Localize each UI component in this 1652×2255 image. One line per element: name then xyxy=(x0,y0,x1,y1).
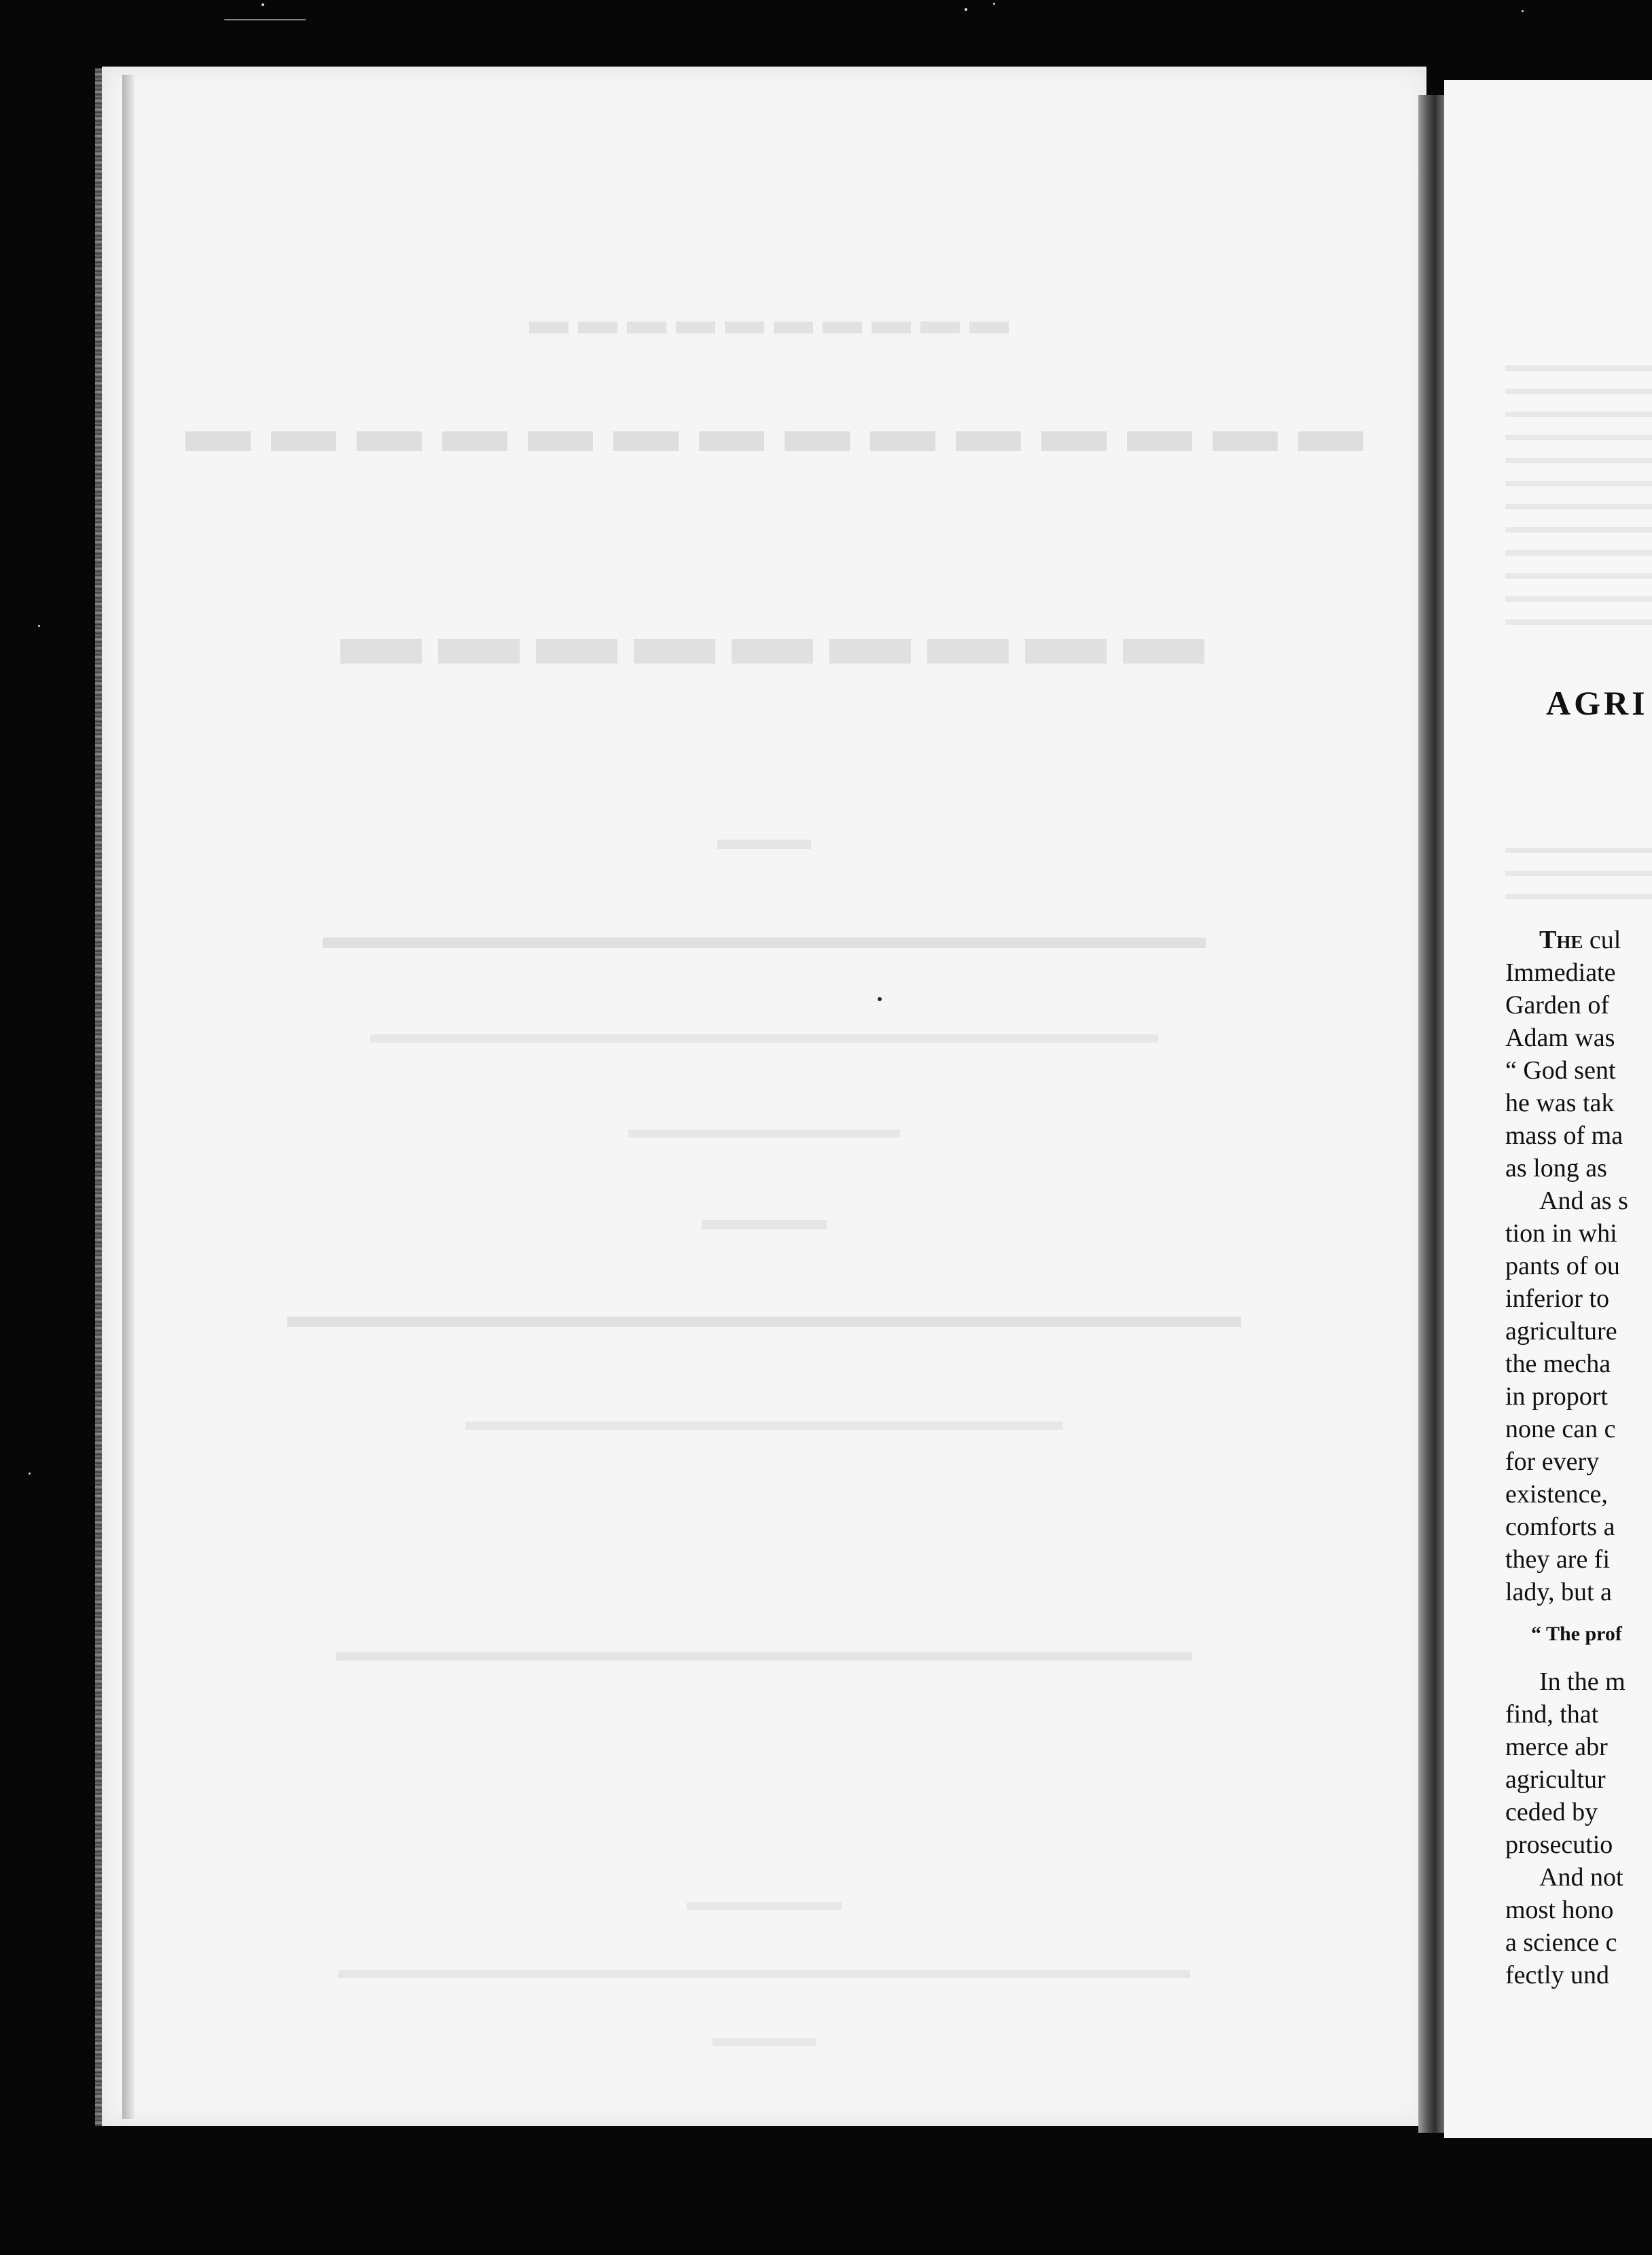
text-line: prosecutio xyxy=(1505,1830,1613,1859)
show-through-line: ▬▬▬▬ xyxy=(713,2023,816,2052)
show-through-line: ▬▬▬▬▬▬▬▬▬▬▬▬▬▬▬▬▬▬▬▬▬▬▬▬▬ xyxy=(323,918,1206,956)
text-line xyxy=(1505,924,1628,956)
show-through-line: ▬▬▬▬▬▬▬▬▬▬▬▬▬▬▬▬▬▬▬▬▬▬ xyxy=(465,1405,1063,1436)
text-line: agriculture xyxy=(1505,1317,1617,1346)
text-line: none can c xyxy=(1505,1415,1616,1443)
show-through-line: ▬▬▬ xyxy=(717,821,811,856)
text-line: they are fi xyxy=(1505,1545,1611,1574)
book-gutter xyxy=(1418,95,1446,2133)
text-line: And not xyxy=(1539,1863,1623,1892)
text-line: Adam was xyxy=(1505,1024,1615,1052)
text-line: as long as xyxy=(1505,1154,1607,1183)
text-line: tion in whi xyxy=(1505,1219,1617,1248)
text-line: in proport xyxy=(1505,1382,1608,1411)
text-line: the mecha xyxy=(1505,1350,1611,1378)
text-line: Garden of xyxy=(1505,991,1609,1020)
dust-speck xyxy=(224,19,306,20)
text-line: lady, but a xyxy=(1505,1578,1612,1606)
text-line: inferior to xyxy=(1505,1284,1610,1313)
text-line: find, that xyxy=(1505,1700,1599,1729)
text-line: agricultur xyxy=(1505,1765,1606,1794)
text-run: cul xyxy=(1583,926,1621,954)
show-through-line: ▬▬▬▬▬▬ xyxy=(687,1888,842,1916)
show-through-line: ▬▬▬▬▬▬▬▬▬▬▬▬▬▬▬▬▬▬▬▬▬▬▬▬▬▬▬▬▬▬ xyxy=(336,1636,1192,1667)
text-line: fectly und xyxy=(1505,1961,1610,1989)
text-line: for every xyxy=(1505,1447,1600,1476)
dust-speck xyxy=(29,1473,31,1475)
show-through-line: ▬▬▬▬ xyxy=(702,1202,827,1236)
show-through-line: ▬▬▬▬▬▬▬▬▬ xyxy=(324,591,1204,681)
text-line: pants of ou xyxy=(1505,1252,1620,1280)
text-line: Immediate xyxy=(1505,958,1616,987)
show-through-line: ▬▬▬▬▬▬▬▬▬▬ xyxy=(520,298,1009,342)
text-line: a science c xyxy=(1505,1928,1617,1957)
show-through-line: ▬▬▬▬▬▬▬▬▬▬▬▬▬▬ xyxy=(165,393,1363,465)
dust-speck xyxy=(262,3,264,6)
dust-speck xyxy=(38,625,40,627)
show-through-line: ▬▬▬▬▬▬▬▬▬▬▬▬▬▬▬▬▬▬▬▬▬▬▬▬▬▬▬▬▬ xyxy=(370,1018,1158,1049)
chapter-heading: AGRI xyxy=(1546,684,1649,722)
block-quote: “ The prof xyxy=(1531,1623,1622,1645)
show-through-line: ▬▬▬▬▬▬▬▬▬▬▬▬▬▬▬▬▬▬▬▬▬▬▬▬▬▬▬▬▬▬▬▬▬ xyxy=(338,1955,1190,1984)
text-line: ceded by xyxy=(1505,1798,1598,1826)
print-dot xyxy=(878,997,882,1001)
show-through-block xyxy=(1505,848,1652,917)
dust-speck xyxy=(1522,10,1524,12)
text-line: And as s xyxy=(1539,1187,1628,1215)
show-through-line: ▬▬▬▬▬▬▬▬▬▬ xyxy=(628,1113,900,1144)
text-line: In the m xyxy=(1539,1667,1626,1696)
text-line: merce abr xyxy=(1505,1733,1608,1761)
body-text xyxy=(1505,924,1628,1991)
text-line: he was tak xyxy=(1505,1089,1615,1117)
dust-speck xyxy=(965,8,967,11)
dust-speck xyxy=(993,3,995,5)
show-through-block xyxy=(1505,365,1652,643)
small-caps-lead: The xyxy=(1539,926,1583,954)
text-line: “ God sent xyxy=(1505,1056,1616,1085)
text-line: existence, xyxy=(1505,1480,1608,1509)
show-through-line: ▬▬▬▬▬▬▬▬▬▬▬▬▬▬▬▬▬▬▬▬▬▬▬▬▬▬▬ xyxy=(287,1297,1241,1335)
text-line: most hono xyxy=(1505,1896,1614,1924)
text-line: comforts a xyxy=(1505,1513,1615,1541)
page-edge-shadow xyxy=(122,75,134,2119)
text-line: mass of ma xyxy=(1505,1121,1623,1150)
left-page xyxy=(102,67,1426,2126)
right-page xyxy=(1444,80,1652,2138)
